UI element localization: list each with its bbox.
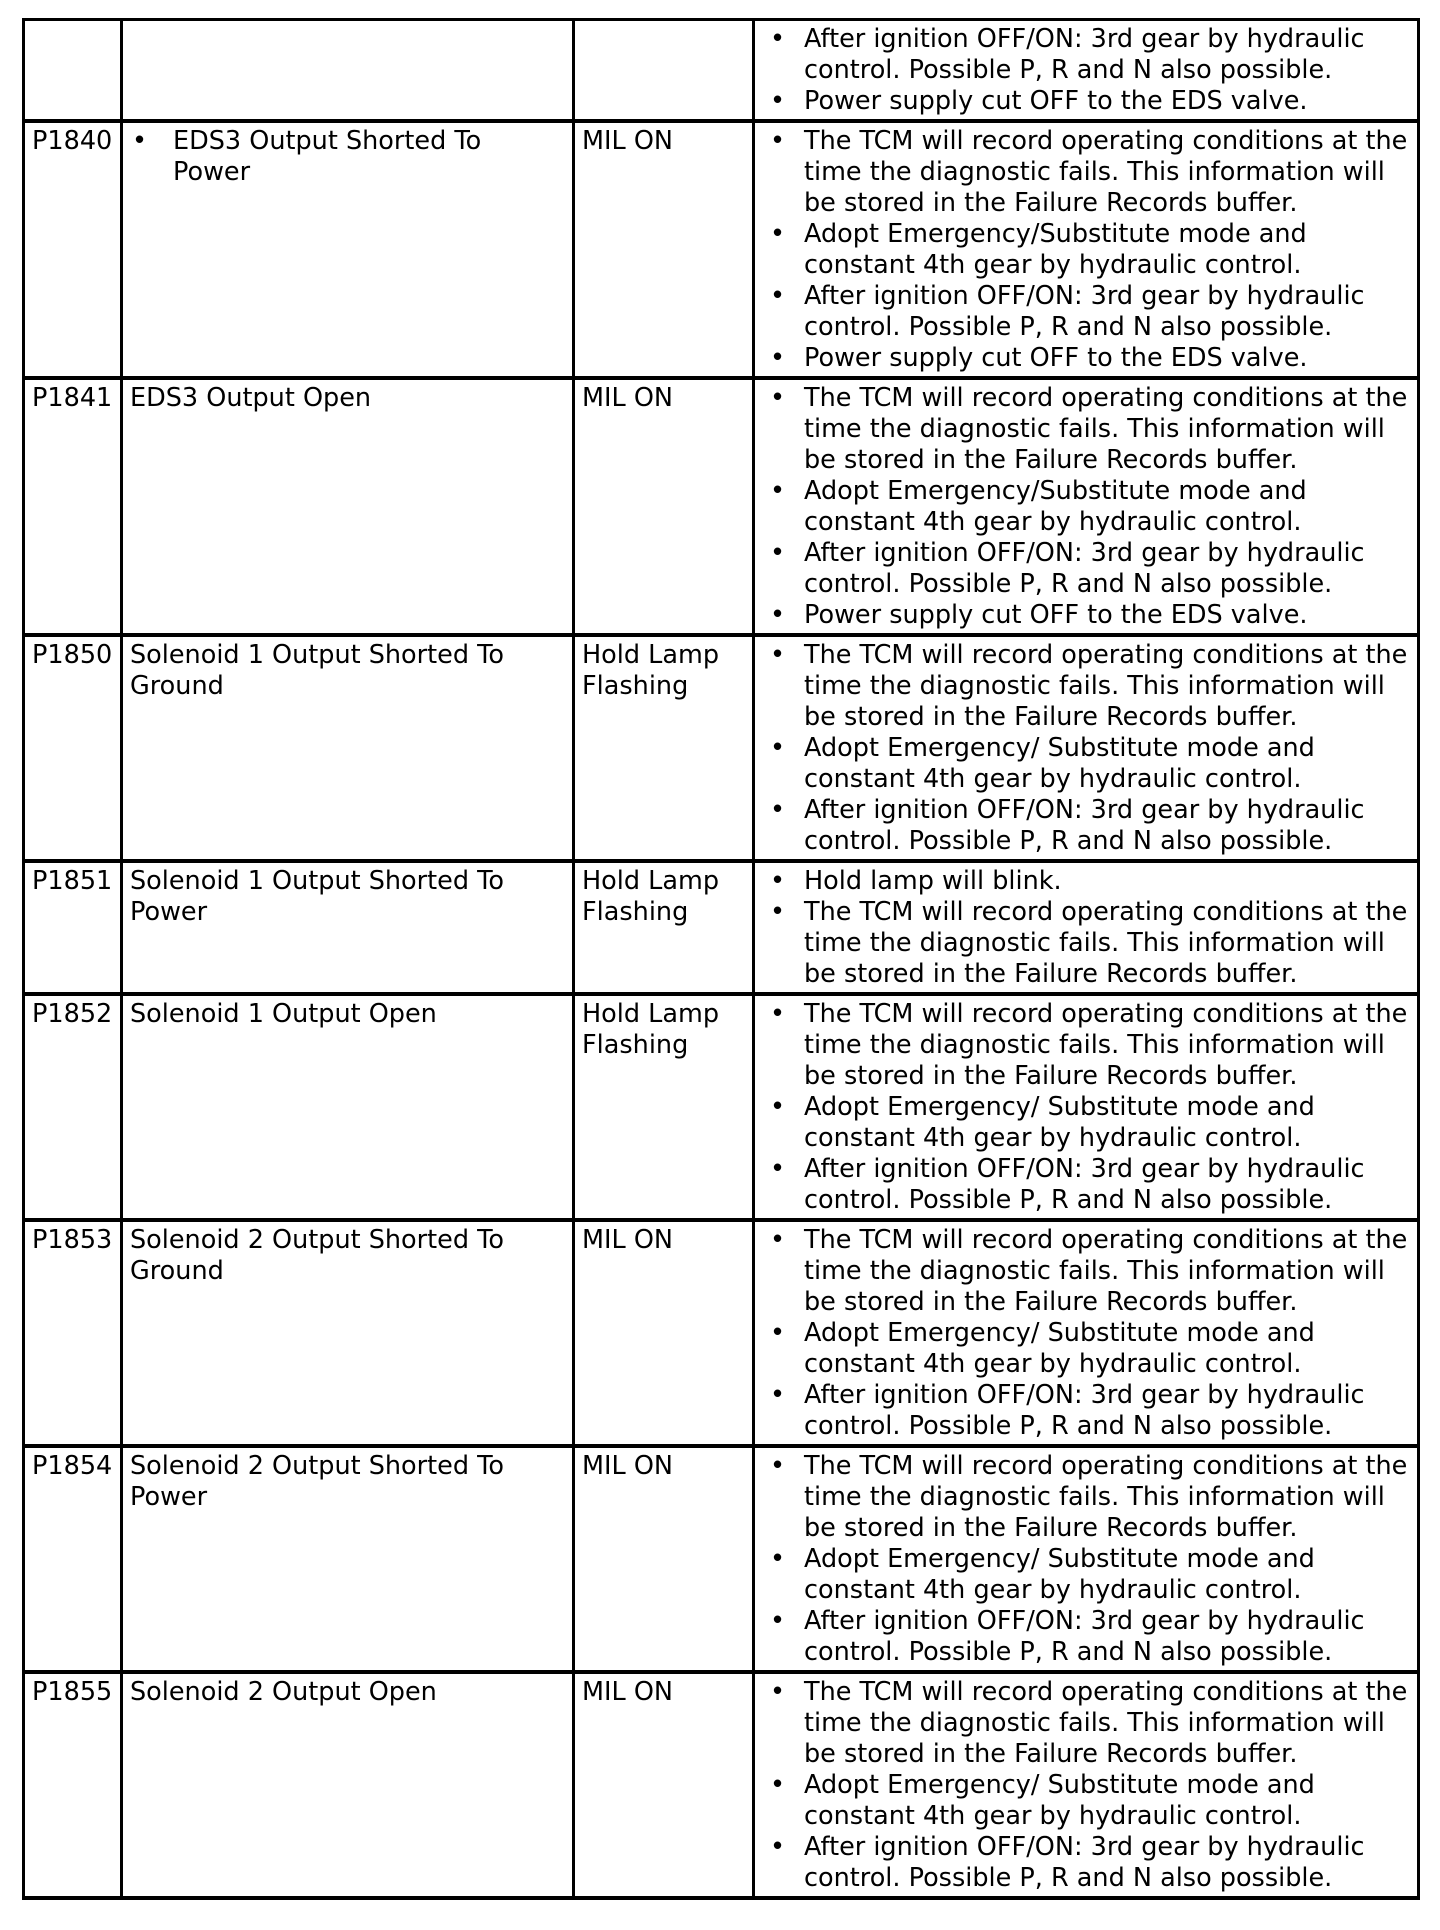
action-list bbox=[762, 1451, 1411, 1668]
table-row bbox=[24, 1672, 1419, 1898]
action-item: • After ignition OFF/ON: 3rd gear by hydraulic control. Possible P, R and N also possible. bbox=[762, 538, 1411, 600]
dtc-description: Solenoid 1 Output Open bbox=[122, 994, 574, 1220]
action-item: • The TCM will record operating conditions at the time the diagnostic fails. This information will be stored in the Failure Records buffer. bbox=[762, 1225, 1411, 1318]
dtc-lamp-status: MIL ON bbox=[574, 378, 754, 635]
dtc-lamp-status: MIL ON bbox=[574, 121, 754, 378]
dtc-lamp-status: MIL ON bbox=[574, 1446, 754, 1672]
action-item: • Adopt Emergency/ Substitute mode and constant 4th gear by hydraulic control. bbox=[762, 1770, 1411, 1832]
dtc-actions bbox=[754, 635, 1419, 861]
dtc-actions bbox=[754, 378, 1419, 635]
action-item: • Power supply cut OFF to the EDS valve. bbox=[762, 86, 1411, 117]
dtc-description: Solenoid 1 Output Shorted To Ground bbox=[122, 635, 574, 861]
action-item: • After ignition OFF/ON: 3rd gear by hydraulic control. Possible P, R and N also possible. bbox=[762, 1832, 1411, 1894]
action-item: • After ignition OFF/ON: 3rd gear by hydraulic control. Possible P, R and N also possible. bbox=[762, 1154, 1411, 1216]
dtc-code: P1852 bbox=[24, 994, 122, 1220]
dtc-actions bbox=[754, 1446, 1419, 1672]
action-item: • After ignition OFF/ON: 3rd gear by hydraulic control. Possible P, R and N also possible. bbox=[762, 795, 1411, 857]
action-list bbox=[762, 1677, 1411, 1894]
dtc-actions bbox=[754, 861, 1419, 994]
dtc-code: P1854 bbox=[24, 1446, 122, 1672]
dtc-description: Solenoid 1 Output Shorted To Power bbox=[122, 861, 574, 994]
table-row bbox=[24, 1220, 1419, 1446]
dtc-code: P1850 bbox=[24, 635, 122, 861]
action-item: • Adopt Emergency/ Substitute mode and constant 4th gear by hydraulic control. bbox=[762, 1318, 1411, 1380]
action-item: • The TCM will record operating conditions at the time the diagnostic fails. This information will be stored in the Failure Records buffer. bbox=[762, 640, 1411, 733]
action-list bbox=[762, 24, 1411, 117]
table-row bbox=[24, 635, 1419, 861]
action-item: • After ignition OFF/ON: 3rd gear by hydraulic control. Possible P, R and N also possible. bbox=[762, 1606, 1411, 1668]
action-list bbox=[762, 126, 1411, 374]
action-item: • The TCM will record operating conditions at the time the diagnostic fails. This information will be stored in the Failure Records buffer. bbox=[762, 1677, 1411, 1770]
action-item: • Adopt Emergency/ Substitute mode and constant 4th gear by hydraulic control. bbox=[762, 1092, 1411, 1154]
dtc-description: Solenoid 2 Output Shorted To Ground bbox=[122, 1220, 574, 1446]
action-list bbox=[762, 383, 1411, 631]
dtc-description: Solenoid 2 Output Shorted To Power bbox=[122, 1446, 574, 1672]
dtc-lamp-status: MIL ON bbox=[574, 1672, 754, 1898]
dtc-code bbox=[24, 20, 122, 122]
action-item: • Hold lamp will blink. bbox=[762, 866, 1411, 897]
action-list bbox=[762, 640, 1411, 857]
action-item: • The TCM will record operating conditions at the time the diagnostic fails. This information will be stored in the Failure Records buffer. bbox=[762, 897, 1411, 990]
action-item: • Adopt Emergency/Substitute mode and constant 4th gear by hydraulic control. bbox=[762, 476, 1411, 538]
table-row bbox=[24, 994, 1419, 1220]
dtc-table-body bbox=[24, 20, 1419, 1899]
action-item: • Adopt Emergency/ Substitute mode and constant 4th gear by hydraulic control. bbox=[762, 733, 1411, 795]
action-item: • After ignition OFF/ON: 3rd gear by hydraulic control. Possible P, R and N also possible. bbox=[762, 1380, 1411, 1442]
dtc-code: P1853 bbox=[24, 1220, 122, 1446]
dtc-description bbox=[122, 121, 574, 378]
dtc-actions bbox=[754, 20, 1419, 122]
dtc-code: P1840 bbox=[24, 121, 122, 378]
dtc-code: P1841 bbox=[24, 378, 122, 635]
dtc-code: P1855 bbox=[24, 1672, 122, 1898]
dtc-lamp-status: Hold Lamp Flashing bbox=[574, 994, 754, 1220]
action-item: • After ignition OFF/ON: 3rd gear by hydraulic control. Possible P, R and N also possible. bbox=[762, 24, 1411, 86]
bullet-icon: • bbox=[132, 126, 148, 156]
dtc-table bbox=[22, 18, 1420, 1900]
action-item: • Adopt Emergency/Substitute mode and constant 4th gear by hydraulic control. bbox=[762, 219, 1411, 281]
dtc-actions bbox=[754, 994, 1419, 1220]
table-row bbox=[24, 20, 1419, 122]
action-item: • The TCM will record operating conditions at the time the diagnostic fails. This information will be stored in the Failure Records buffer. bbox=[762, 999, 1411, 1092]
dtc-actions bbox=[754, 121, 1419, 378]
table-row bbox=[24, 378, 1419, 635]
action-item: • The TCM will record operating conditions at the time the diagnostic fails. This information will be stored in the Failure Records buffer. bbox=[762, 126, 1411, 219]
action-list bbox=[762, 1225, 1411, 1442]
action-list bbox=[762, 999, 1411, 1216]
table-row bbox=[24, 121, 1419, 378]
table-row bbox=[24, 861, 1419, 994]
dtc-lamp-status: Hold Lamp Flashing bbox=[574, 635, 754, 861]
dtc-description-text: EDS3 Output Shorted To Power bbox=[173, 126, 482, 187]
action-item: • Power supply cut OFF to the EDS valve. bbox=[762, 343, 1411, 374]
dtc-lamp-status: MIL ON bbox=[574, 1220, 754, 1446]
action-item: • The TCM will record operating conditions at the time the diagnostic fails. This information will be stored in the Failure Records buffer. bbox=[762, 1451, 1411, 1544]
action-list bbox=[762, 866, 1411, 990]
dtc-lamp-status bbox=[574, 20, 754, 122]
action-item: • After ignition OFF/ON: 3rd gear by hydraulic control. Possible P, R and N also possible. bbox=[762, 281, 1411, 343]
action-item: • Power supply cut OFF to the EDS valve. bbox=[762, 600, 1411, 631]
table-row bbox=[24, 1446, 1419, 1672]
action-item: • Adopt Emergency/ Substitute mode and constant 4th gear by hydraulic control. bbox=[762, 1544, 1411, 1606]
dtc-description bbox=[122, 20, 574, 122]
dtc-code: P1851 bbox=[24, 861, 122, 994]
dtc-description: EDS3 Output Open bbox=[122, 378, 574, 635]
dtc-lamp-status: Hold Lamp Flashing bbox=[574, 861, 754, 994]
dtc-actions bbox=[754, 1672, 1419, 1898]
dtc-description: Solenoid 2 Output Open bbox=[122, 1672, 574, 1898]
action-item: • The TCM will record operating conditions at the time the diagnostic fails. This information will be stored in the Failure Records buffer. bbox=[762, 383, 1411, 476]
dtc-actions bbox=[754, 1220, 1419, 1446]
